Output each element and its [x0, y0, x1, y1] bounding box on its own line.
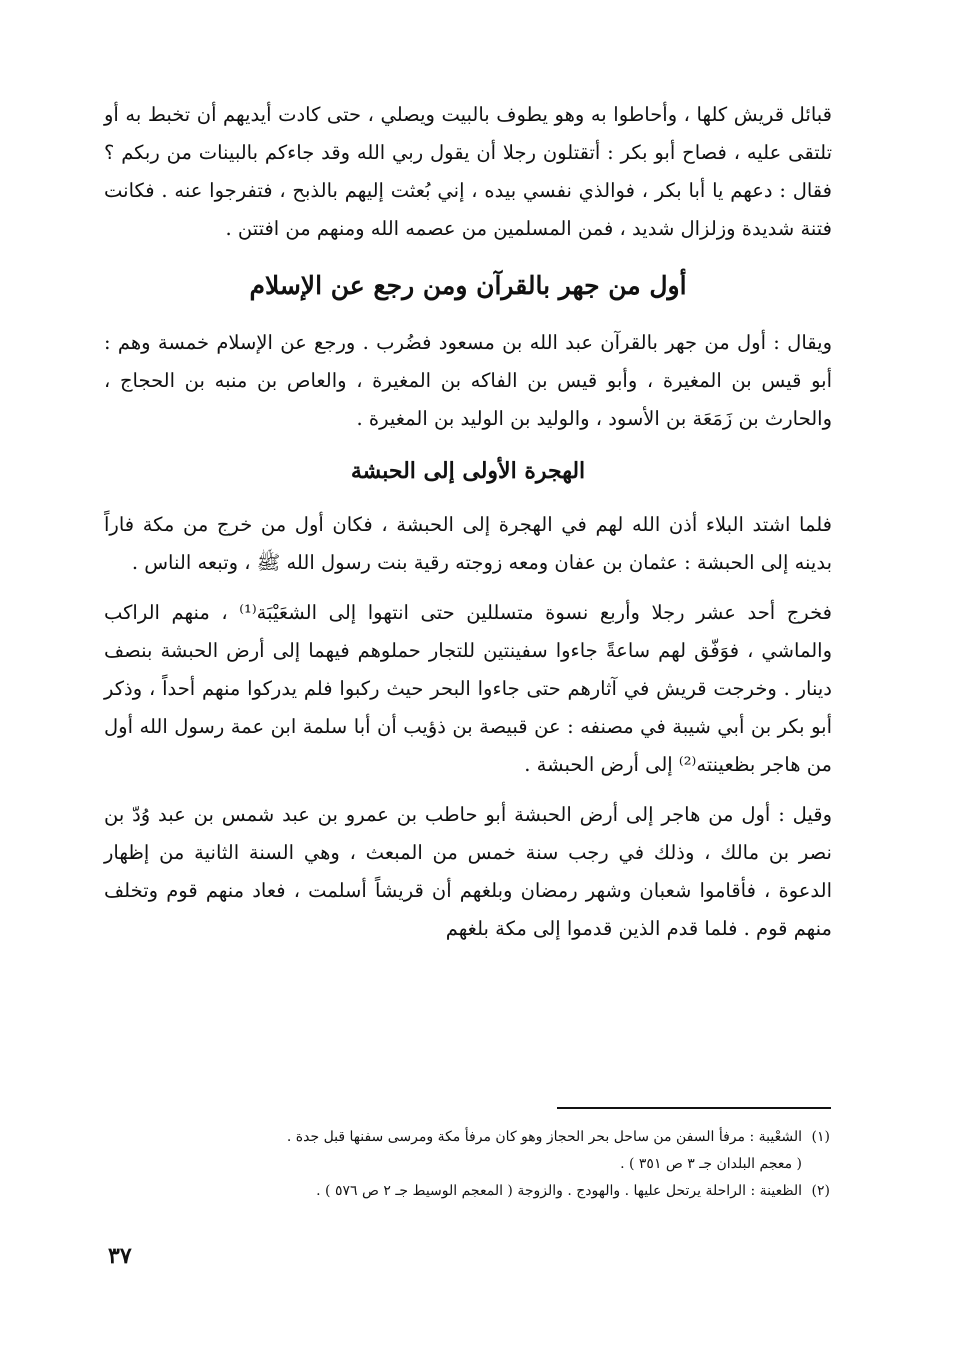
- main-text: [104, 96, 832, 948]
- paragraph-1: قبائل قريش كلها ، وأحاطوا به وهو يطوف بالبيت ويصلي ، حتى كادت أيديهم أن تخبط به أو تلتقى عليه ، فصاح أبو بكر : أتقتلون رجلا أن يقول ربي الله وقد جاءكم بالبينات من ربكم ؟ فقال : دعهم يا أبا بكر ، فوالذي نفسي بيده ، إني بُعثت إليهم بالذبح ، فتفرجوا عنه . فكانت فتنة شديدة وزلزال شديد ، فمن المسلمين من عصمه الله ومنهم من افتتن .: [104, 103, 832, 240]
- paragraph-5: وقيل : أول من هاجر إلى أرض الحبشة أبو حاطب بن عمرو بن عبد شمس بن عبد وُدّ بن نصر بن مالك ، وذلك في رجب سنة خمس من المبعث ، وهي السنة الثانية من إظهار الدعوة ، فأقاموا شعبان وشهر رمضان وبلغهم أن قريشاً أسلمت ، فعاد منهم قوم وتخلف منهم قوم . فلما قدم الذين قدموا إلى مكة بلغهم: [104, 803, 832, 940]
- footnote-2-number: (٢): [811, 1183, 830, 1199]
- footnote-2: [150, 1178, 830, 1205]
- footnote-1-number: (١): [811, 1129, 830, 1145]
- footnote-1-reference: ( معجم البلدان جـ ٣ ص ٣٥١ ) .: [620, 1156, 802, 1172]
- paragraph-3: فلما اشتد البلاء أذن الله لهم في الهجرة إلى الحبشة ، فكان أول من خرج من مكة فاراً بدينه إلى الحبشة : عثمان بن عفان ومعه زوجته رقية بنت رسول الله ﷺ ، وتبعه الناس .: [104, 513, 832, 574]
- footnote-2-text: الظعينة : الراحلة يرتحل عليها . والهودج . والزوجة ( المعجم الوسيط جـ ٢ ص ٥٧٦ ) .: [316, 1183, 802, 1199]
- page-number: ٣٧: [108, 1243, 132, 1269]
- footnotes: [150, 1124, 830, 1205]
- section-heading-first-to-recite: أول من جهر بالقرآن ومن رجع عن الإسلام: [249, 271, 687, 300]
- section-heading-first-hijra: الهجرة الأولى إلى الحبشة: [350, 458, 586, 484]
- paragraph-2: ويقال : أول من جهر بالقرآن عبد الله بن مسعود فضُرب . ورجع عن الإسلام خمسة وهم : أبو قيس بن المغيرة ، وأبو قيس بن الفاكه بن المغيرة ، والعاص بن منبه بن الحجاج ، والحارث بن زَمَعَة بن الأسود ، والوليد بن الوليد بن المغيرة .: [104, 331, 832, 430]
- footnote-1: [150, 1124, 830, 1151]
- footnote-1-text: الشعْيبة : مرفأ السفن من ساحل بحر الحجاز وهو كان مرفأ مكة ومرسى سفنها قبل جدة .: [286, 1129, 802, 1145]
- paragraph-4: فخرج أحد عشر رجلا وأربع نسوة متسللين حتى انتهوا إلى الشعَيْبَة⁽¹⁾ ، منهم الراكب والماشي ، فوَفّق لهم ساعةً جاءوا سفينتين للتجار حملوهم فيهما إلى أرض الحبشة بنصف دينار . وخرجت قريش في آثارهم حتى جاءوا البحر حيث ركبوا فلم يدركوا منهم أحداً ، وذكر أبو بكر بن أبي شيبة في مصنفه : عن قبيصة بن ذؤيب أن أبا سلمة ابن عمة رسول الله أول من هاجر بظعينته⁽²⁾ إلى أرض الحبشة .: [104, 601, 832, 776]
- footnote-separator: [557, 1107, 831, 1109]
